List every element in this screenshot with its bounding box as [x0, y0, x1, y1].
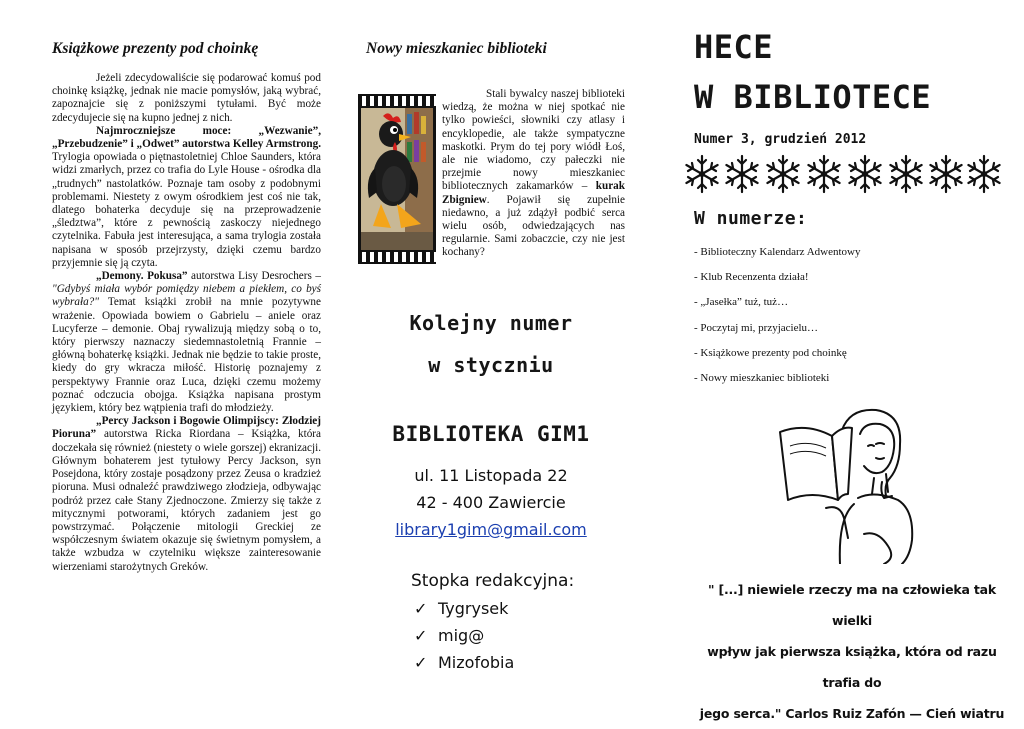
address-city: 42 - 400 Zawiercie: [416, 493, 566, 512]
snowflake-icon: [808, 156, 839, 192]
contents-title: W numerze:: [694, 208, 808, 229]
snowflake-icon: [968, 156, 999, 192]
checkmark-icon: ✓: [414, 599, 428, 618]
contents-list: [694, 246, 860, 397]
mascot-image: [361, 108, 433, 250]
review-paragraph-1: [52, 125, 321, 270]
staff-name: Tygrysek: [438, 599, 509, 618]
staff-item: [414, 653, 514, 672]
article-title: Książkowe prezenty pod choinkę: [52, 40, 259, 57]
review-paragraph-2: [52, 270, 321, 415]
staff-name: Mizofobia: [438, 653, 515, 672]
staff-title: Stopka redakcyjna:: [411, 571, 575, 591]
review-2-text-b: Temat książki zrobił na mnie pozytywne wrażenie. Opowiada bowiem o Gabrielu – aniele oraz Lucyferze – demonie. Obaj rywalizują między sobą o to, który pierwszy naznaczy siedemnastoletnią Frannie – główną bohaterkę książki. Jednak nie będzie to takie proste, kiedy do gry wkracza miłość. Historię poznajemy z perspektywy Frannie oraz Luca, dzięki czemu możemy poznać odczucia obojga. Książka napisana prostym językiem, który bez wątpienia trafi do młodzieży.: [52, 296, 321, 415]
contents-item: - „Jasełka” tuż, tuż…: [694, 296, 789, 309]
quote-line-1: " [...] niewiele rzeczy ma na człowieka tak wielki: [707, 582, 997, 628]
next-issue-line-1: Kolejny numer: [409, 311, 573, 335]
rooster-icon: [361, 108, 433, 250]
article-body: [52, 72, 321, 574]
contents-item: - Nowy mieszkaniec biblioteki: [694, 371, 830, 384]
staff-item: [414, 599, 508, 618]
review-1-text: Trylogia opowiada o piętnastoletniej Chloe Saunders, która widzi zmarłych, przez co trafia do Lyle House - ośrodka dla „trudnych” nastolatków. Poznaje tam osoby z podobnymi problemami. Niestety z owym ośrodkiem jest coś nie tak, dlatego bohaterka decyduje się na przeprowadzenie „śledztwa”, które z pewnością zaskoczy niejednego czytelnika. Fabuła jest interesująca, a sama trylogia została napisana w sposób przejrzysty, dzięki czemu bardzo przyjemnie się ją czyta.: [52, 151, 321, 269]
snowflake-icon: [686, 156, 717, 192]
quote-block: [694, 574, 1010, 729]
snowflake-icon: [890, 156, 921, 192]
snowflake-icon: [930, 156, 961, 192]
mascot-article-body: [442, 88, 625, 260]
review-2-title: „Demony. Pokusa”: [96, 270, 188, 283]
staff-item: [414, 626, 484, 645]
review-3-text: autorstwa Ricka Riordana – Książka, która doczekała się również (niestety o wiele gorszej) ekranizacji. Głównym bohaterem jest tytułowy Percy Jackson, syn Posejdona, który zostaje posądzony przez Zeusa o kradzież pioruna. Musi odnaleźć prawdziwego złodzieja, odbywając podróż przez całe Stany Zjednoczone. Zmierzy się także z mitycznymi potworami, których zadaniem jest go powstrzymać. Połączenie mitologii Greckiej ze współczesnym światem okazuje się świetnym pomysłem, a także wzbudza w czytelniku większe zainteresowanie wierzeniami starożytnych Greków.: [52, 428, 321, 573]
mascot-paragraph: [442, 88, 625, 260]
library-name: BIBLIOTEKA GIM1: [392, 422, 590, 446]
snowflake-icon: [726, 156, 757, 192]
film-sprocket-top: [358, 96, 436, 106]
quote-line-2: wpływ jak pierwsza książka, która od razu trafia do: [707, 644, 997, 690]
review-1-title: Najmroczniejsze moce: „Wezwanie”, „Przebudzenie” i „Odwet” autorstwa Kelley Armstrong.: [52, 124, 321, 151]
issue-number: Numer 3, grudzień 2012: [694, 132, 867, 147]
mascot-text-b: . Pojawił się zupełnie niedawno, a już zdążył podbić serca wielu osób, odwiedzających nas regularnie. Sami zobaczcie, czy nie jest kochany?: [442, 193, 625, 259]
staff-name: mig@: [438, 626, 485, 645]
mascot-article-title: Nowy mieszkaniec biblioteki: [366, 40, 547, 57]
review-paragraph-3: [52, 415, 321, 573]
next-issue-line-2: w styczniu: [428, 353, 554, 377]
snowflake-row: [678, 152, 1006, 196]
address-street: ul. 11 Listopada 22: [414, 466, 568, 485]
mascot-text-a: Stali bywalcy naszej biblioteki wiedzą, że można w niej spotkać nie tylko powieści, słowniki czy atlasy i encyklopedie, ale także sympatyczne maskotki. Prym do tej pory wiódł Łoś, ale nie wiadomo, czy pałeczki nie przejmie nowy mieszkaniec bibliotecznych zakamarków –: [442, 88, 625, 193]
contents-item: - Książkowe prezenty pod choinkę: [694, 346, 847, 359]
contents-item: - Poczytaj mi, przyjacielu…: [694, 321, 819, 334]
checkmark-icon: ✓: [414, 653, 428, 672]
newsletter-title-line-2: W BIBLIOTECE: [694, 78, 932, 116]
intro-paragraph: Jeżeli zdecydowaliście się podarować komuś pod choinkę książkę, jednak nie macie pomysłów, jaką wybrać, zapoznajcie się z poniższymi tytułami. Być może zdecydujecie się na kupno jednej z nich.: [52, 72, 321, 124]
column-cover: [694, 0, 1010, 724]
review-3-title: „Percy Jackson i Bogowie Olimpijscy: Złodziej Pioruna”: [52, 415, 321, 441]
checkmark-icon: ✓: [414, 626, 428, 645]
rooster-mascot-photo: [358, 94, 436, 264]
quote-line-3: jego serca." Carlos Ruiz Zafón — Cień wiatru: [699, 706, 1005, 721]
film-sprocket-bottom: [358, 252, 436, 262]
column-middle: [356, 0, 626, 724]
review-2-text-a: autorstwa Lisy Desrochers –: [187, 270, 321, 283]
review-2-quote: "Gdybyś miała wybór pomiędzy niebem a piekłem, co byś wybrała?": [52, 283, 321, 309]
snowflake-icon: [767, 156, 798, 192]
girl-reading-illustration: [764, 404, 944, 564]
contents-item: - Klub Recenzenta działa!: [694, 271, 809, 284]
mascot-name: kurak Zbigniew: [442, 180, 625, 206]
article-book-gifts: [52, 0, 321, 574]
snowflake-icon: [849, 156, 880, 192]
email-link[interactable]: library1gim@gmail.com: [395, 520, 587, 539]
contents-item: - Biblioteczny Kalendarz Adwentowy: [694, 246, 861, 258]
newsletter-title-line-1: HECE: [694, 28, 774, 66]
